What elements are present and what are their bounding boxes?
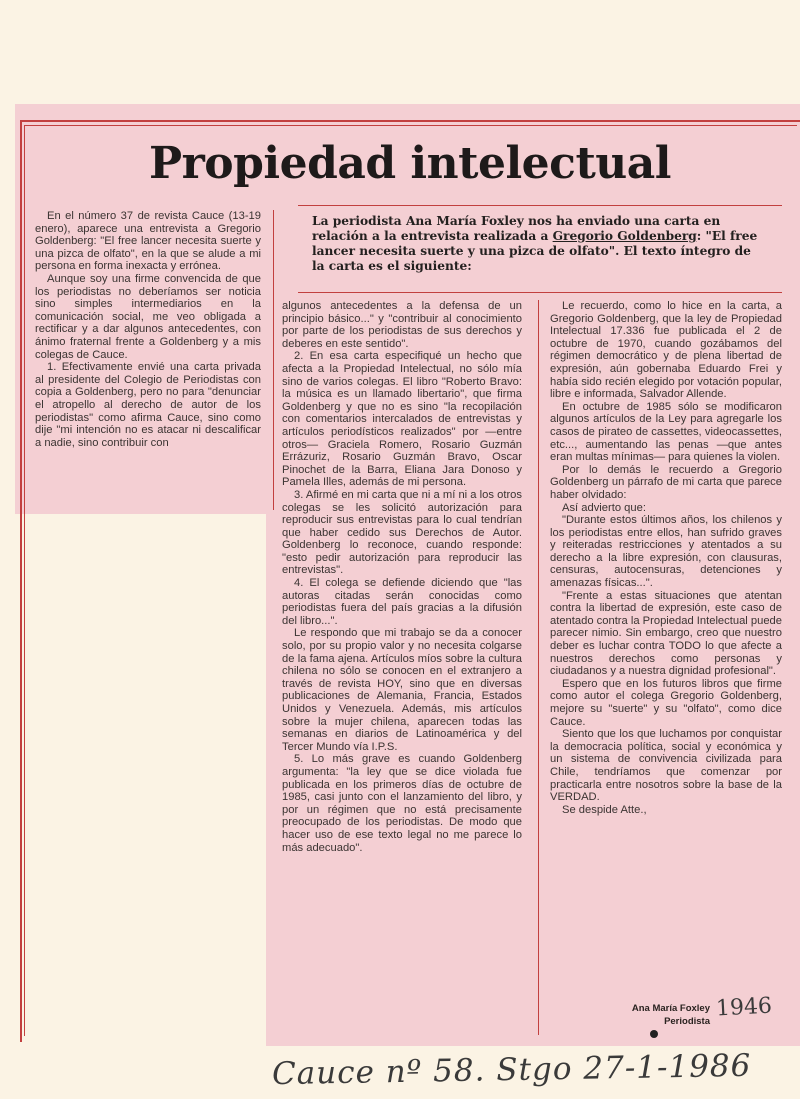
signature-block — [600, 1002, 710, 1028]
paragraph: 2. En esa carta especifiqué un hecho que afecta a la Propiedad Intelectual, no sólo mía sino de varios colegas. El libro "Roberto Bravo: la música es un llamado libertario", que firma Goldenberg y que no es sino "la recopilación con comentarios intercalados de entrevistas y artículos periodísticos realizados" por —entre otros— Graciela Romero, Rosario Guzmán Errázuriz, Rosario Guzmán Bravo, Oscar Pinochet de la Barra, Eliana Jara Donoso y Pamela Illes, además de mi persona. — [282, 350, 522, 489]
intro-paragraph — [312, 214, 767, 274]
paragraph: algunos antecedentes a la defensa de un principio básico..." y "contribuir al conocimiento por parte de los periodistas de sus derechos y deberes en este sentido". — [282, 300, 522, 350]
column-divider-1 — [273, 210, 274, 510]
intro-name: Gregorio Goldenberg — [552, 229, 697, 243]
handwritten-year: 1946 — [715, 993, 773, 1022]
paragraph: Siento que los que luchamos por conquistar la democracia política, social y económica y un sistema de convivencia civilizada para Chile, tendríamos que comenzar por practicarla entre nosotros sobre la base de la VERDAD. — [550, 728, 782, 804]
paragraph: Le recuerdo, como lo hice en la carta, a Gregorio Goldenberg, que la ley de Propiedad Intelectual 17.336 fue publicada el 2 de octubre de 1970, cuando gozábamos del régimen democrático y de plena libertad de expresión, aún gobernaba Eduardo Frei y había sido recién elegido por votación popular, libre e informada, Salvador Allende. — [550, 300, 782, 401]
paragraph: Le respondo que mi trabajo se da a conocer solo, por su propio valor y no necesita colgarse de la fama ajena. Artículos míos sobre la cultura chilena no sólo se conocen en el extranjero a través de revista HOY, sino que en diversas publicaciones de Alemania, Francia, Estados Unidos y Venezuela. Además, mis artículos sobre la mujer chilena, aparecen todas las semanas en diarios de Latinoamérica y del Tercer Mundo vía I.P.S. — [282, 627, 522, 753]
paragraph: Por lo demás le recuerdo a Gregorio Goldenberg un párrafo de mi carta que parece haber olvidado: — [550, 463, 782, 501]
paragraph: Aunque soy una firme convencida de que los periodistas no deberíamos ser noticia sino simples intermediarios en la comunicación social, me veo obligada a rectificar y a dar algunos antecedentes, con ánimo fraternal frente a Goldenberg y a mis colegas de Cauce. — [35, 272, 261, 361]
paragraph: 3. Afirmé en mi carta que ni a mí ni a los otros colegas se les solicitó autorización para reproducir sus entrevistas para lo cual tendrían que haber cedido sus Derechos de Autor. Goldenberg lo reconoce, cuando responde: "esto pedir autorización para reproducir las entrevistas". — [282, 488, 522, 577]
intro-top-rule — [298, 205, 782, 206]
end-mark-icon — [650, 1030, 658, 1038]
paragraph: 5. Lo más grave es cuando Goldenberg argumenta: "la ley que se dice violada fue publicada en los primeros días de octubre de 1985, casi junto con el lanzamiento del libro, y por un régimen que no está precisamente preocupado de los periodistas. De modo que hacer uso de ese texto legal no me parece lo más adecuado". — [282, 753, 522, 854]
signature-name: Ana María Foxley — [631, 1003, 710, 1014]
handwritten-source-note: Cauce nº 58. Stgo 27-1-1986 — [271, 1047, 752, 1093]
intro-bottom-rule — [298, 292, 782, 293]
paragraph: "Frente a estas situaciones que atentan contra la libertad de expresión, este caso de atentado contra la Propiedad Intelectual puede parecer nimio. Sin embargo, creo que nuestro deber es luchar contra TODO lo que afecte a nuestros derechos como personas y ciudadanos y a nuestra dignidad profesional". — [550, 589, 783, 678]
paragraph: Se despide Atte., — [562, 803, 647, 816]
column-2 — [282, 300, 522, 854]
paragraph: "Durante estos últimos años, los chilenos y los periodistas entre ellos, han sufrido graves y reiteradas restricciones y atentados a su derecho a la libre expresión, con clausuras, censuras, autocensuras, detenciones y amenazas físicas...". — [550, 514, 782, 590]
paragraph: Así advierto que: — [562, 501, 646, 514]
headline: Propiedad intelectual — [148, 138, 671, 189]
signature-title: Periodista — [664, 1016, 710, 1027]
intro-text-b: : "El free lancer necesita suerte y una pizca de olfato". El texto íntegro de la carta es el siguiente: — [312, 229, 758, 273]
paragraph: En el número 37 de revista Cauce (13-19 enero), aparece una entrevista a Gregorio Goldenberg: "El free lancer necesita suerte y una pizca de olfato", en la que se alude a mi persona en forma inexacta y errónea. — [35, 210, 261, 273]
column-3 — [550, 300, 782, 816]
paragraph: Espero que en los futuros libros que firme como autor el colega Gregorio Goldenberg, mejore su "suerte" y su "olfato", como dice Cauce. — [550, 677, 782, 728]
intro-text-a: La periodista Ana María Foxley nos ha enviado una carta en relación a la entrevista realizada a — [312, 214, 721, 243]
column-1 — [35, 210, 261, 449]
paragraph: 1. Efectivamente envié una carta privada al presidente del Colegio de Periodistas con copia a Goldenberg, pero no para "denunciar el atropello al derecho de autor de los periodistas" como afirma Cauce, sino como dije "mi intención no es atacar ni descalificar a nadie, sino contribuir con — [35, 361, 261, 449]
paragraph: En octubre de 1985 sólo se modificaron algunos artículos de la Ley para agregarle los casos de pirateo de cassettes, videocassettes, etc..., aumentando las penas —que antes eran multas mínimas— para quienes la violen. — [550, 400, 782, 464]
paragraph: 4. El colega se defiende diciendo que "las autoras citadas serán conocidas como periodistas fuera del país gracias a la difusión del libro...". — [282, 577, 522, 627]
column-divider-2 — [538, 300, 539, 1035]
